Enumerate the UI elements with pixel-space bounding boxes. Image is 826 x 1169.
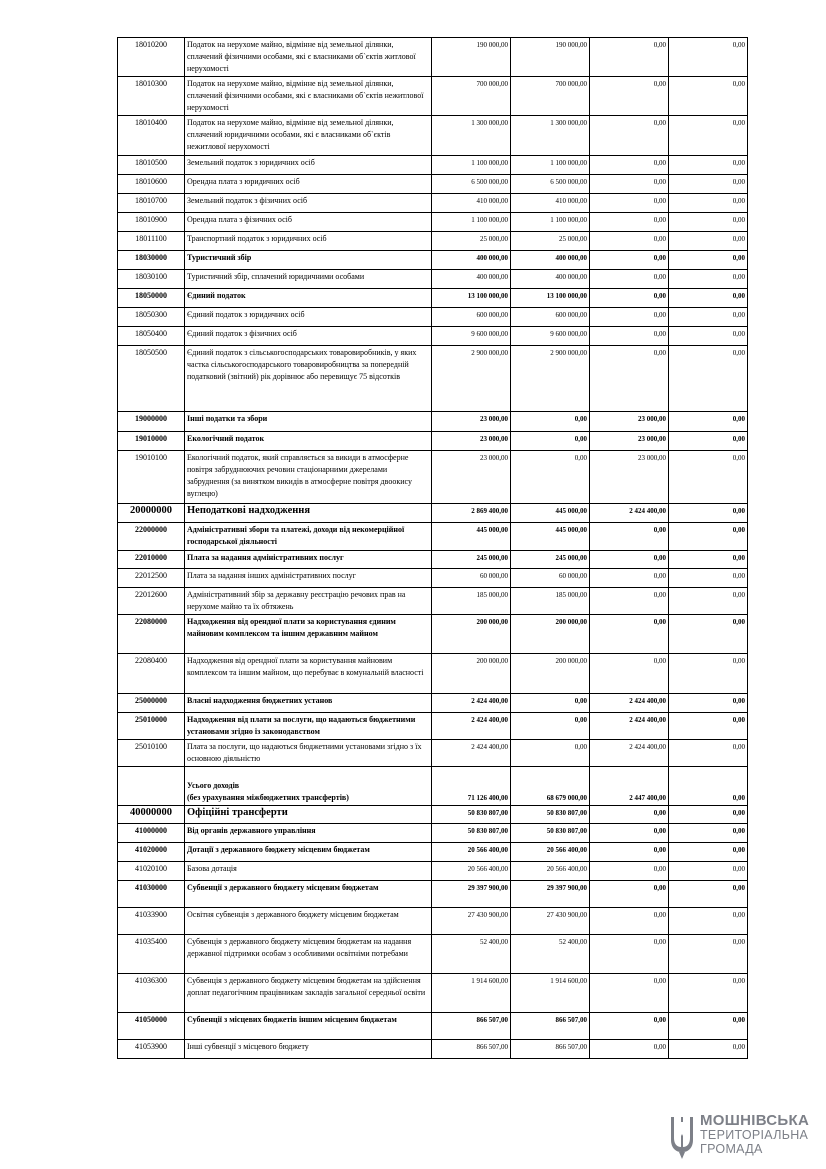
table-row: [118, 767, 748, 806]
row-code-cell: 18010900: [118, 213, 185, 232]
row-value-cell-special: 0,00: [590, 213, 669, 232]
row-name-cell: Адміністративний збір за державну реєстрацію речових прав на нерухоме майно та їх обтяжень: [185, 588, 432, 615]
row-value-cell-general: 445 000,00: [511, 504, 590, 523]
row-value-cell-general: 200 000,00: [511, 615, 590, 654]
row-value-cell-total: 25 000,00: [432, 232, 511, 251]
row-value-cell-general: 13 100 000,00: [511, 289, 590, 308]
row-code-cell: 41036300: [118, 974, 185, 1013]
row-value-cell-total: 700 000,00: [432, 77, 511, 116]
row-code-cell: 18010400: [118, 116, 185, 156]
table-row: [118, 806, 748, 824]
row-value-cell-total: 23 000,00: [432, 451, 511, 504]
row-value-cell-special: 0,00: [590, 289, 669, 308]
row-value-cell-special: 2 424 400,00: [590, 504, 669, 523]
row-value-cell-total: 1 300 000,00: [432, 116, 511, 156]
row-name-cell: Орендна плата з фізичних осіб: [185, 213, 432, 232]
row-value-cell-total: 1 914 600,00: [432, 974, 511, 1013]
row-value-cell-general: 52 400,00: [511, 935, 590, 974]
row-value-cell-development: 0,00: [669, 806, 748, 824]
table-row: [118, 213, 748, 232]
row-value-cell-general: 50 830 807,00: [511, 824, 590, 843]
row-value-cell-general: 2 900 000,00: [511, 346, 590, 412]
row-value-cell-special: 2 424 400,00: [590, 694, 669, 713]
table-row: [118, 175, 748, 194]
row-value-cell-special: 0,00: [590, 270, 669, 289]
table-row: [118, 654, 748, 694]
row-value-cell-special: 0,00: [590, 77, 669, 116]
row-value-cell-special: 0,00: [590, 523, 669, 551]
row-code-cell: 22080400: [118, 654, 185, 694]
table-row: [118, 1040, 748, 1059]
row-value-cell-development: 0,00: [669, 713, 748, 740]
table-row: [118, 232, 748, 251]
row-name-cell: Усього доходів (без урахування міжбюджетних трансфертів): [185, 767, 432, 806]
row-name-cell: Транспортний податок з юридичних осіб: [185, 232, 432, 251]
row-value-cell-total: 71 126 400,00: [432, 767, 511, 806]
row-value-cell-special: 0,00: [590, 569, 669, 588]
row-value-cell-special: 2 447 400,00: [590, 767, 669, 806]
table-row: [118, 327, 748, 346]
row-value-cell-general: 445 000,00: [511, 523, 590, 551]
row-name-cell: Єдиний податок з фізичних осіб: [185, 327, 432, 346]
row-name-cell: Власні надходження бюджетних установ: [185, 694, 432, 713]
row-value-cell-total: 245 000,00: [432, 551, 511, 569]
row-value-cell-general: 0,00: [511, 694, 590, 713]
row-value-cell-special: 0,00: [590, 974, 669, 1013]
logo-text: [700, 1114, 809, 1156]
row-code-cell: 18030100: [118, 270, 185, 289]
row-value-cell-special: 0,00: [590, 862, 669, 881]
table-row: [118, 194, 748, 213]
row-value-cell-development: 0,00: [669, 232, 748, 251]
row-value-cell-special: 0,00: [590, 1040, 669, 1059]
row-value-cell-total: 9 600 000,00: [432, 327, 511, 346]
budget-revenue-table: [117, 37, 748, 1059]
row-name-cell: Плата за послуги, що надаються бюджетними установами згідно з їх основною діяльністю: [185, 740, 432, 767]
row-value-cell-total: 866 507,00: [432, 1040, 511, 1059]
row-value-cell-development: 0,00: [669, 843, 748, 862]
row-value-cell-general: 1 100 000,00: [511, 156, 590, 175]
row-name-cell: Освітня субвенція з державного бюджету місцевим бюджетам: [185, 908, 432, 935]
row-value-cell-total: 29 397 900,00: [432, 881, 511, 908]
row-code-cell: 18010200: [118, 38, 185, 77]
row-value-cell-development: 0,00: [669, 935, 748, 974]
table-row: [118, 694, 748, 713]
row-value-cell-special: 2 424 400,00: [590, 740, 669, 767]
row-value-cell-development: 0,00: [669, 569, 748, 588]
row-value-cell-development: 0,00: [669, 908, 748, 935]
row-value-cell-special: 0,00: [590, 327, 669, 346]
row-code-cell: 18010600: [118, 175, 185, 194]
row-value-cell-development: 0,00: [669, 77, 748, 116]
row-code-cell: 40000000: [118, 806, 185, 824]
row-value-cell-general: 0,00: [511, 412, 590, 432]
row-name-cell: Орендна плата з юридичних осіб: [185, 175, 432, 194]
row-value-cell-special: 23 000,00: [590, 451, 669, 504]
row-value-cell-development: 0,00: [669, 432, 748, 451]
table-row: [118, 156, 748, 175]
row-name-cell: Субвенція з державного бюджету місцевим бюджетам на надання державної підтримки особам з особливими освітніми потребами: [185, 935, 432, 974]
row-value-cell-general: 410 000,00: [511, 194, 590, 213]
row-value-cell-general: 866 507,00: [511, 1040, 590, 1059]
row-value-cell-development: 0,00: [669, 740, 748, 767]
row-code-cell: 18011100: [118, 232, 185, 251]
row-value-cell-special: 0,00: [590, 38, 669, 77]
row-name-cell: Надходження від орендної плати за користування майновим комплексом та іншим майном, що перебуває в комунальній власності: [185, 654, 432, 694]
row-code-cell: 22012500: [118, 569, 185, 588]
table-row: [118, 451, 748, 504]
logo-line-2: ТЕРИТОРІАЛЬНА: [700, 1128, 809, 1142]
row-name-cell: Єдиний податок: [185, 289, 432, 308]
row-value-cell-development: 0,00: [669, 270, 748, 289]
row-value-cell-development: 0,00: [669, 194, 748, 213]
row-value-cell-general: 1 100 000,00: [511, 213, 590, 232]
row-name-cell: Податок на нерухоме майно, відмінне від земельної ділянки, сплачений фізичними особами, які є власниками об`єктів житлової нерухомості: [185, 38, 432, 77]
row-value-cell-special: 0,00: [590, 908, 669, 935]
row-value-cell-general: 68 679 000,00: [511, 767, 590, 806]
table-row: [118, 77, 748, 116]
table-row: [118, 270, 748, 289]
logo-line-1: МОШНІВСЬКА: [700, 1112, 810, 1129]
table-row: [118, 504, 748, 523]
table-row: [118, 569, 748, 588]
row-name-cell: Субвенції з місцевих бюджетів іншим місцевим бюджетам: [185, 1013, 432, 1040]
row-value-cell-general: 50 830 807,00: [511, 806, 590, 824]
row-value-cell-development: 0,00: [669, 327, 748, 346]
row-value-cell-special: 0,00: [590, 156, 669, 175]
row-value-cell-special: 0,00: [590, 824, 669, 843]
row-value-cell-general: 400 000,00: [511, 270, 590, 289]
row-value-cell-total: 6 500 000,00: [432, 175, 511, 194]
row-value-cell-development: 0,00: [669, 308, 748, 327]
row-value-cell-total: 400 000,00: [432, 270, 511, 289]
row-value-cell-general: 245 000,00: [511, 551, 590, 569]
table-row: [118, 974, 748, 1013]
row-name-cell: Базова дотація: [185, 862, 432, 881]
row-value-cell-development: 0,00: [669, 694, 748, 713]
row-name-cell: Туристичний збір, сплачений юридичними особами: [185, 270, 432, 289]
row-name-cell: Дотації з державного бюджету місцевим бюджетам: [185, 843, 432, 862]
row-value-cell-development: 0,00: [669, 615, 748, 654]
row-name-cell: Від органів державного управління: [185, 824, 432, 843]
row-code-cell: 41020100: [118, 862, 185, 881]
table-row: [118, 38, 748, 77]
row-value-cell-total: 1 100 000,00: [432, 156, 511, 175]
row-name-cell: Єдиний податок з юридичних осіб: [185, 308, 432, 327]
row-value-cell-general: 866 507,00: [511, 1013, 590, 1040]
row-value-cell-development: 0,00: [669, 824, 748, 843]
row-value-cell-special: 23 000,00: [590, 412, 669, 432]
row-code-cell: 25000000: [118, 694, 185, 713]
row-value-cell-total: 50 830 807,00: [432, 806, 511, 824]
row-value-cell-development: 0,00: [669, 881, 748, 908]
row-name-cell: Екологічний податок, який справляється за викиди в атмосферне повітря забруднюючих речовин стаціонарними джерелами забруднення (за винятком викидів в атмосферне повітря двоокису вуглецю): [185, 451, 432, 504]
row-value-cell-total: 2 900 000,00: [432, 346, 511, 412]
table-row: [118, 862, 748, 881]
row-name-cell: Плата за надання інших адміністративних послуг: [185, 569, 432, 588]
row-value-cell-total: 20 566 400,00: [432, 862, 511, 881]
row-code-cell: 41000000: [118, 824, 185, 843]
row-value-cell-special: 0,00: [590, 194, 669, 213]
row-code-cell: 18050300: [118, 308, 185, 327]
row-value-cell-development: 0,00: [669, 1040, 748, 1059]
table-row: [118, 824, 748, 843]
row-value-cell-general: 0,00: [511, 713, 590, 740]
row-code-cell: 19000000: [118, 412, 185, 432]
row-value-cell-general: 25 000,00: [511, 232, 590, 251]
row-value-cell-development: 0,00: [669, 654, 748, 694]
table-row: [118, 251, 748, 270]
row-name-cell: Інші податки та збори: [185, 412, 432, 432]
row-value-cell-development: 0,00: [669, 523, 748, 551]
row-name-cell: Екологічний податок: [185, 432, 432, 451]
row-value-cell-general: 400 000,00: [511, 251, 590, 270]
row-value-cell-total: 866 507,00: [432, 1013, 511, 1040]
table-row: [118, 289, 748, 308]
table-row: [118, 588, 748, 615]
table-row: [118, 116, 748, 156]
row-value-cell-special: 0,00: [590, 881, 669, 908]
row-name-cell: Неподаткові надходження: [185, 504, 432, 523]
row-code-cell: 18010300: [118, 77, 185, 116]
row-code-cell: 22000000: [118, 523, 185, 551]
table-row: [118, 551, 748, 569]
row-value-cell-total: 2 424 400,00: [432, 740, 511, 767]
row-value-cell-total: 27 430 900,00: [432, 908, 511, 935]
row-code-cell: 25010100: [118, 740, 185, 767]
row-name-cell: Офіційні трансферти: [185, 806, 432, 824]
row-value-cell-general: 6 500 000,00: [511, 175, 590, 194]
row-value-cell-total: 52 400,00: [432, 935, 511, 974]
row-code-cell: 20000000: [118, 504, 185, 523]
row-name-cell: Земельний податок з фізичних осіб: [185, 194, 432, 213]
row-code-cell: 18010500: [118, 156, 185, 175]
row-value-cell-total: 2 424 400,00: [432, 694, 511, 713]
row-value-cell-general: 190 000,00: [511, 38, 590, 77]
row-value-cell-general: 1 914 600,00: [511, 974, 590, 1013]
row-value-cell-development: 0,00: [669, 551, 748, 569]
row-value-cell-special: 0,00: [590, 232, 669, 251]
row-value-cell-total: 23 000,00: [432, 412, 511, 432]
row-value-cell-total: 600 000,00: [432, 308, 511, 327]
row-name-cell: Земельний податок з юридичних осіб: [185, 156, 432, 175]
row-value-cell-special: 0,00: [590, 806, 669, 824]
row-value-cell-special: 0,00: [590, 116, 669, 156]
table-row: [118, 713, 748, 740]
row-value-cell-total: 190 000,00: [432, 38, 511, 77]
row-name-cell: Надходження від орендної плати за користування єдиним майновим комплексом та іншим державним майном: [185, 615, 432, 654]
row-value-cell-general: 0,00: [511, 451, 590, 504]
row-value-cell-development: 0,00: [669, 504, 748, 523]
row-name-cell: Надходження від плати за послуги, що надаються бюджетними установами згідно із законодавством: [185, 713, 432, 740]
row-code-cell: 18050400: [118, 327, 185, 346]
row-value-cell-development: 0,00: [669, 767, 748, 806]
row-value-cell-special: 0,00: [590, 654, 669, 694]
row-value-cell-development: 0,00: [669, 175, 748, 194]
table-row: [118, 432, 748, 451]
row-code-cell: 41035400: [118, 935, 185, 974]
row-code-cell: 22012600: [118, 588, 185, 615]
row-value-cell-general: 9 600 000,00: [511, 327, 590, 346]
row-value-cell-general: 27 430 900,00: [511, 908, 590, 935]
row-value-cell-development: 0,00: [669, 289, 748, 308]
row-code-cell: 41030000: [118, 881, 185, 908]
community-logo: [668, 1114, 809, 1160]
row-name-cell: Плата за надання адміністративних послуг: [185, 551, 432, 569]
row-code-cell: 41020000: [118, 843, 185, 862]
row-name-cell: Інші субвенції з місцевого бюджету: [185, 1040, 432, 1059]
row-value-cell-general: 185 000,00: [511, 588, 590, 615]
row-value-cell-special: 0,00: [590, 1013, 669, 1040]
row-code-cell: 19010000: [118, 432, 185, 451]
row-value-cell-development: 0,00: [669, 156, 748, 175]
row-value-cell-total: 13 100 000,00: [432, 289, 511, 308]
budget-table-container: [117, 37, 748, 1059]
row-value-cell-special: 0,00: [590, 346, 669, 412]
row-name-cell: Субвенція з державного бюджету місцевим бюджетам на здійснення доплат педагогічним працівникам закладів загальної середньої освіти: [185, 974, 432, 1013]
row-value-cell-development: 0,00: [669, 346, 748, 412]
row-value-cell-development: 0,00: [669, 38, 748, 77]
row-value-cell-total: 200 000,00: [432, 615, 511, 654]
table-row: [118, 740, 748, 767]
trident-icon: [668, 1114, 696, 1160]
row-value-cell-total: 200 000,00: [432, 654, 511, 694]
row-name-cell: Туристичний збір: [185, 251, 432, 270]
row-value-cell-special: 0,00: [590, 843, 669, 862]
table-row: [118, 308, 748, 327]
row-code-cell: 18050500: [118, 346, 185, 412]
row-value-cell-development: 0,00: [669, 251, 748, 270]
row-value-cell-special: 0,00: [590, 551, 669, 569]
table-body: [118, 38, 748, 1059]
row-code-cell: 41053900: [118, 1040, 185, 1059]
row-name-cell: Єдиний податок з сільськогосподарських товаровиробників, у яких частка сільськогосподарського товаровиробництва за попередній податковий (звітний) рік дорівнює або перевищує 75 відсотків: [185, 346, 432, 412]
row-value-cell-special: 0,00: [590, 175, 669, 194]
row-value-cell-general: 1 300 000,00: [511, 116, 590, 156]
row-value-cell-general: 200 000,00: [511, 654, 590, 694]
row-code-cell: [118, 767, 185, 806]
row-value-cell-general: 0,00: [511, 432, 590, 451]
table-row: [118, 615, 748, 654]
row-value-cell-special: 0,00: [590, 935, 669, 974]
row-code-cell: 18050000: [118, 289, 185, 308]
table-row: [118, 523, 748, 551]
row-value-cell-development: 0,00: [669, 974, 748, 1013]
row-value-cell-total: 60 000,00: [432, 569, 511, 588]
row-name-cell: Податок на нерухоме майно, відмінне від земельної ділянки, сплачений юридичними особами, які є власниками об`єктів нежитлової нерухомості: [185, 116, 432, 156]
row-value-cell-general: 20 566 400,00: [511, 862, 590, 881]
table-row: [118, 1013, 748, 1040]
row-value-cell-general: 60 000,00: [511, 569, 590, 588]
row-value-cell-general: 0,00: [511, 740, 590, 767]
row-value-cell-development: 0,00: [669, 412, 748, 432]
row-value-cell-total: 410 000,00: [432, 194, 511, 213]
table-row: [118, 908, 748, 935]
row-value-cell-special: 0,00: [590, 308, 669, 327]
table-row: [118, 935, 748, 974]
row-code-cell: 18030000: [118, 251, 185, 270]
row-code-cell: 41033900: [118, 908, 185, 935]
table-row: [118, 346, 748, 412]
row-value-cell-total: 50 830 807,00: [432, 824, 511, 843]
row-value-cell-development: 0,00: [669, 116, 748, 156]
table-row: [118, 412, 748, 432]
row-code-cell: 25010000: [118, 713, 185, 740]
row-value-cell-special: 0,00: [590, 588, 669, 615]
row-name-cell: Субвенції з державного бюджету місцевим бюджетам: [185, 881, 432, 908]
row-code-cell: 22010000: [118, 551, 185, 569]
row-value-cell-general: 29 397 900,00: [511, 881, 590, 908]
row-value-cell-total: 400 000,00: [432, 251, 511, 270]
row-code-cell: 18010700: [118, 194, 185, 213]
row-value-cell-special: 23 000,00: [590, 432, 669, 451]
table-row: [118, 843, 748, 862]
row-value-cell-general: 20 566 400,00: [511, 843, 590, 862]
row-value-cell-development: 0,00: [669, 1013, 748, 1040]
row-value-cell-general: 700 000,00: [511, 77, 590, 116]
row-value-cell-special: 0,00: [590, 251, 669, 270]
row-name-cell: Податок на нерухоме майно, відмінне від земельної ділянки, сплачений фізичними особами, які є власниками об`єктів нежитлової нерухомості: [185, 77, 432, 116]
row-value-cell-development: 0,00: [669, 451, 748, 504]
row-value-cell-total: 20 566 400,00: [432, 843, 511, 862]
row-code-cell: 19010100: [118, 451, 185, 504]
row-value-cell-special: 0,00: [590, 615, 669, 654]
row-value-cell-total: 1 100 000,00: [432, 213, 511, 232]
row-value-cell-development: 0,00: [669, 213, 748, 232]
row-value-cell-general: 600 000,00: [511, 308, 590, 327]
row-value-cell-total: 23 000,00: [432, 432, 511, 451]
row-value-cell-development: 0,00: [669, 588, 748, 615]
row-name-cell: Адміністративні збори та платежі, доходи від некомерційної господарської діяльності: [185, 523, 432, 551]
logo-line-3: ГРОМАДА: [700, 1142, 763, 1156]
row-value-cell-total: 185 000,00: [432, 588, 511, 615]
row-value-cell-total: 2 869 400,00: [432, 504, 511, 523]
table-row: [118, 881, 748, 908]
row-value-cell-special: 2 424 400,00: [590, 713, 669, 740]
row-value-cell-total: 445 000,00: [432, 523, 511, 551]
row-value-cell-development: 0,00: [669, 862, 748, 881]
row-code-cell: 22080000: [118, 615, 185, 654]
row-value-cell-total: 2 424 400,00: [432, 713, 511, 740]
row-code-cell: 41050000: [118, 1013, 185, 1040]
